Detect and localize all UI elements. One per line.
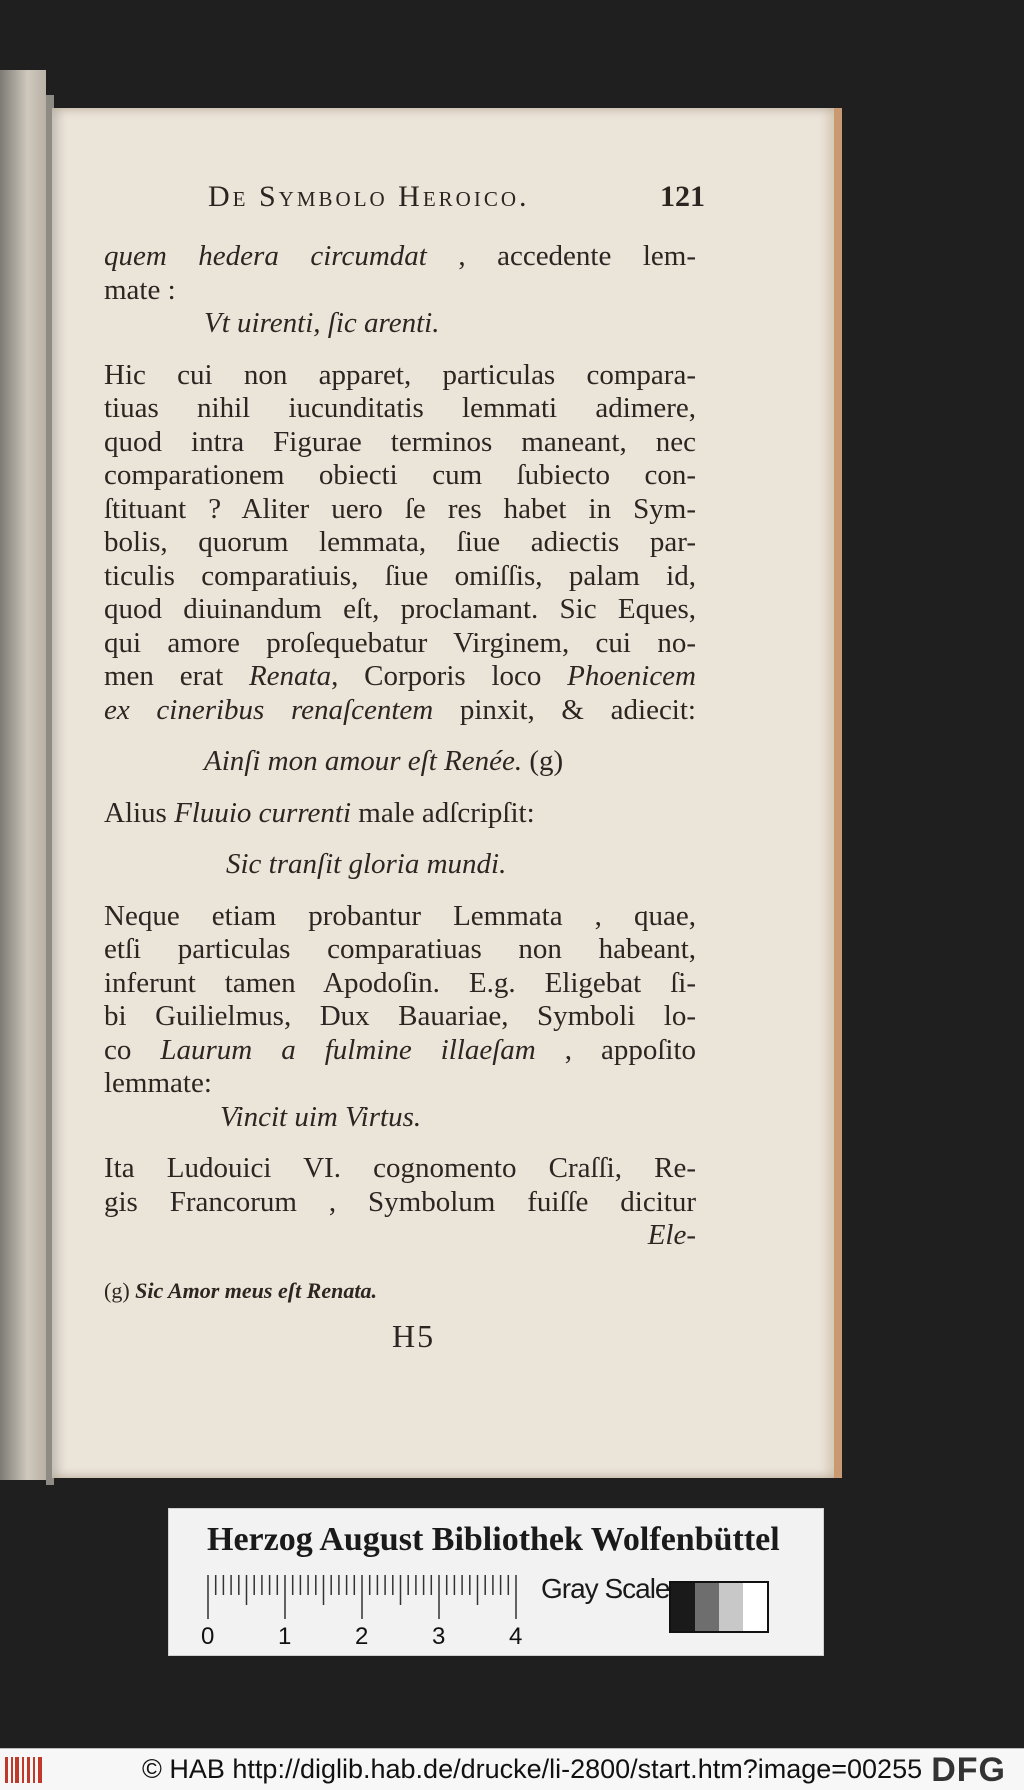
footnote-text: Sic Amor meus eſt Renata. <box>135 1278 377 1303</box>
text-line <box>104 526 696 560</box>
text-run: Sic tranſit gloria mundi. <box>226 848 507 880</box>
paragraph-gap <box>104 727 696 745</box>
text-line <box>104 900 696 934</box>
text-run: male adſcripſit: <box>351 796 535 829</box>
text-line <box>104 1219 696 1253</box>
text-run: Alius <box>104 796 175 829</box>
gray-swatch-cell <box>719 1583 743 1631</box>
text-run: co <box>104 1033 161 1066</box>
text-run: , accedente lem- <box>426 240 696 272</box>
text-run: , appoſito <box>535 1033 697 1066</box>
text-run: quod diuinandum eſt, proclamant. Sic Eques, <box>104 593 696 625</box>
paragraph-gap <box>104 1134 696 1152</box>
text-line <box>104 1000 696 1034</box>
ruler-number: 3 <box>432 1623 446 1650</box>
text-run: qui amore proſequebatur Virginem, cui no- <box>104 626 696 659</box>
verse-line <box>104 1101 696 1135</box>
ruler-number: 1 <box>278 1623 292 1650</box>
ruler <box>207 1575 519 1619</box>
text-run: Ita Ludouici VI. cognomento Craſſi, Re- <box>104 1152 696 1184</box>
text-line <box>104 274 696 308</box>
color-scale-card <box>168 1508 824 1656</box>
text-run: quem hedera circumdat <box>104 240 427 272</box>
text-run: inferunt tamen Apodoſin. E.g. Eligebat ſi- <box>104 966 696 999</box>
text-run: comparationem obiecti cum ſubiecto con- <box>104 459 696 491</box>
text-run: Fluuio currenti <box>174 796 352 829</box>
paragraph-gap <box>104 779 696 797</box>
text-run: mate : <box>104 273 176 306</box>
text-run: Ele- <box>647 1219 696 1251</box>
paragraph-gap <box>104 830 696 848</box>
footnote-mark: (g) <box>104 1278 130 1303</box>
text-run: Laurum a fulmine illaeſam <box>160 1033 536 1066</box>
text-line <box>104 967 696 1001</box>
text-line <box>104 660 696 694</box>
text-line <box>104 459 696 493</box>
page-number: 121 <box>660 180 705 213</box>
text-line <box>104 1034 696 1068</box>
text-run: Vt uirenti, ſic arenti. <box>204 307 440 339</box>
text-run: ſtituant ? Aliter uero ſe res habet in Sym- <box>104 492 696 525</box>
verse-line <box>104 848 696 882</box>
library-name: Herzog August Bibliothek Wolfenbüttel <box>207 1521 780 1558</box>
text-run: , Corporis loco <box>331 660 568 692</box>
text-run: ticulis comparatiuis, ſiue omiſſis, palam id, <box>104 559 696 592</box>
copyright-url[interactable]: © HAB http://diglib.hab.de/drucke/li-2800/start.htm?image=00255 <box>142 1754 923 1784</box>
text-line <box>104 593 696 627</box>
text-line <box>104 392 696 426</box>
running-head <box>160 180 705 220</box>
text-line <box>104 560 696 594</box>
text-run: pinxit, & adiecit: <box>433 693 696 726</box>
text-run: Hic cui non apparet, particulas compara- <box>104 358 696 391</box>
gray-scale-swatch <box>669 1581 769 1633</box>
text-line <box>104 797 696 831</box>
text-run: etſi particulas comparatiuas non habeant, <box>104 933 696 965</box>
text-run: Renata <box>248 660 332 692</box>
text-run: gis Francorum , Symbolum fuiſſe dicitur <box>104 1185 696 1218</box>
signature-mark: H5 <box>392 1318 436 1354</box>
facing-page-edge <box>0 70 46 1480</box>
text-line <box>104 1186 696 1220</box>
text-line <box>104 426 696 460</box>
text-line <box>104 933 696 967</box>
gray-swatch-cell <box>671 1583 695 1631</box>
text-run: ex cineribus renaſcentem <box>104 693 434 726</box>
ruler-number: 0 <box>201 1623 215 1650</box>
ruler-number: 2 <box>355 1623 369 1650</box>
footnote <box>104 1278 377 1304</box>
text-line <box>104 627 696 661</box>
text-run: quod intra Figurae terminos maneant, nec <box>104 425 696 458</box>
text-run: lemmate: <box>104 1067 212 1099</box>
page-body-text <box>104 240 696 1253</box>
gray-swatch-cell <box>743 1583 767 1631</box>
text-run: Vincit uim Virtus. <box>220 1100 422 1133</box>
text-run: bi Guilielmus, Dux Bauariae, Symboli lo- <box>104 1000 696 1032</box>
verse-line <box>104 307 696 341</box>
paragraph-gap <box>104 882 696 900</box>
text-run: (g) <box>522 745 564 777</box>
text-line <box>104 694 696 728</box>
footer-bar <box>0 1748 1024 1790</box>
text-run: men erat <box>104 660 249 692</box>
text-line <box>104 1067 696 1101</box>
gray-scale-label: Gray Scale <box>541 1573 670 1604</box>
text-run: Phoenicem <box>567 660 697 692</box>
text-run: Neque etiam probantur Lemmata , quae, <box>104 899 696 932</box>
gray-swatch-cell <box>695 1583 719 1631</box>
paragraph-gap <box>104 341 696 359</box>
running-head-title: De Symbolo Heroico. <box>208 180 530 213</box>
verse-line <box>104 745 696 779</box>
dfg-logo: DFG <box>931 1751 1006 1789</box>
text-run: Ainſi mon amour eſt Renée. <box>204 745 523 777</box>
text-line <box>104 1152 696 1186</box>
ruler-number: 4 <box>509 1623 523 1650</box>
text-run: tiuas nihil iucunditatis lemmati adimere, <box>104 392 696 424</box>
barcode-icon <box>4 1755 46 1785</box>
text-run: bolis, quorum lemmata, ſiue adiectis par- <box>104 526 696 558</box>
text-line <box>104 359 696 393</box>
text-line <box>104 240 696 274</box>
text-line <box>104 493 696 527</box>
